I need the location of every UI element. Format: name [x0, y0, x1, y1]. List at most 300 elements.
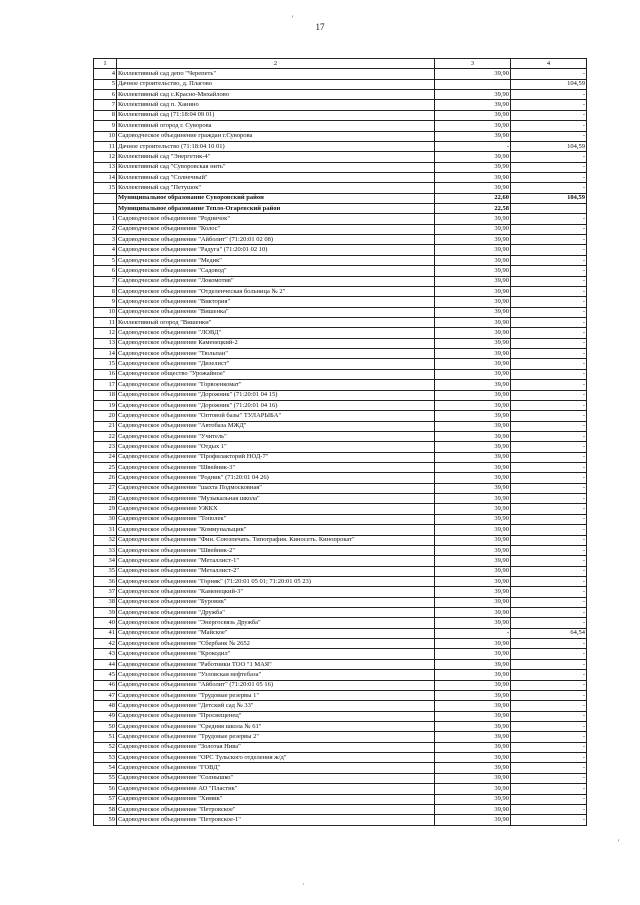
row-col4-cell: - [511, 411, 587, 421]
row-col3-cell: 39,90 [435, 742, 511, 752]
row-col3-cell: 39,90 [435, 452, 511, 462]
table-row [94, 338, 587, 348]
row-name-cell: Садоводческое объединение "Айболит" (71:20:01 02 08) [117, 235, 435, 245]
row-col3-cell: 39,90 [435, 276, 511, 286]
row-col3-cell: 39,90 [435, 639, 511, 649]
header-row [94, 59, 587, 69]
row-name-cell: Садоводческое объединение "Майское" [117, 628, 435, 638]
table-row [94, 473, 587, 483]
table-row [94, 328, 587, 338]
row-name-cell: Садоводческое объединение "Оптовой базы" ТУЛАРЫБА" [117, 411, 435, 421]
row-col3-cell: 39,90 [435, 773, 511, 783]
row-name-cell: Коллективный сад "Энергетик-4" [117, 152, 435, 162]
row-col4-cell: - [511, 545, 587, 555]
row-col3-cell: 39,90 [435, 245, 511, 255]
row-number-cell: 21 [94, 421, 117, 431]
table-row [94, 566, 587, 576]
row-name-cell: Садоводческое объединение "Металлист-2" [117, 566, 435, 576]
row-col4-cell: - [511, 317, 587, 327]
row-col4-cell: - [511, 328, 587, 338]
row-col4-cell: - [511, 504, 587, 514]
row-col4-cell: - [511, 90, 587, 100]
row-col3-cell: 39,90 [435, 587, 511, 597]
row-col4-cell: - [511, 618, 587, 628]
row-col4-cell [511, 204, 587, 214]
table-row [94, 639, 587, 649]
row-name-cell: Садоводческое объединение "Фин. Союзпечать. Типография. Киносеть. Кинопрокат" [117, 535, 435, 545]
row-name-cell: Коллективный сад "Суворовская нить" [117, 162, 435, 172]
row-col4-cell: - [511, 773, 587, 783]
table-row [94, 286, 587, 296]
row-name-cell: Садоводческое объединение "Учитель" [117, 431, 435, 441]
scan-mark: ' [618, 838, 620, 847]
row-number-cell: 14 [94, 349, 117, 359]
row-name-cell: Садоводческое объединение "Локомотив" [117, 276, 435, 286]
row-col4-cell: - [511, 711, 587, 721]
table-row [94, 670, 587, 680]
row-number-cell: 7 [94, 276, 117, 286]
row-number-cell: 25 [94, 463, 117, 473]
header-cell-2: 2 [117, 59, 435, 69]
row-number-cell: 49 [94, 711, 117, 721]
row-number-cell: 42 [94, 639, 117, 649]
row-col4-cell: 104,59 [511, 79, 587, 89]
row-name-cell: Дачное строительство (71:18:04 10 01) [117, 141, 435, 151]
row-number-cell: 8 [94, 286, 117, 296]
row-number-cell: 40 [94, 618, 117, 628]
row-col4-cell: - [511, 69, 587, 79]
table-row [94, 753, 587, 763]
row-number-cell: 38 [94, 597, 117, 607]
row-col3-cell: 39,90 [435, 815, 511, 825]
table-row [94, 463, 587, 473]
row-col4-cell: - [511, 690, 587, 700]
row-number-cell: 43 [94, 649, 117, 659]
row-name-cell: Садоводческое объединение "Отдых 1" [117, 442, 435, 452]
row-col3-cell: 39,90 [435, 649, 511, 659]
row-number-cell: 15 [94, 183, 117, 193]
row-col4-cell: - [511, 380, 587, 390]
row-name-cell: Коллективный огород г. Суворова [117, 121, 435, 131]
row-name-cell: Садоводческое объединение УЖКХ [117, 504, 435, 514]
row-number-cell: 41 [94, 628, 117, 638]
table-row [94, 110, 587, 120]
row-name-cell: Садоводческое объединение "Профилакторий НОД-7" [117, 452, 435, 462]
row-col3-cell: 39,90 [435, 100, 511, 110]
row-number-cell: 10 [94, 131, 117, 141]
table-row [94, 152, 587, 162]
row-name-cell: Садоводческое объединение "Химик" [117, 794, 435, 804]
row-col3-cell: 39,90 [435, 701, 511, 711]
table-row [94, 162, 587, 172]
table-row [94, 297, 587, 307]
row-col4-cell: 104,59 [511, 141, 587, 151]
row-name-cell: Садоводческое объединение "ГОВД" [117, 763, 435, 773]
table-row [94, 494, 587, 504]
row-name-cell: Садоводческое объединение "Крокодил" [117, 649, 435, 659]
table-row [94, 69, 587, 79]
row-col3-cell: 39,90 [435, 784, 511, 794]
table-row [94, 483, 587, 493]
table-row [94, 659, 587, 669]
row-name-cell: Садоводческое объединение "Медик" [117, 255, 435, 265]
row-number-cell: 19 [94, 400, 117, 410]
row-number-cell: 44 [94, 659, 117, 669]
row-number-cell: 59 [94, 815, 117, 825]
table-row [94, 235, 587, 245]
row-name-cell: Садоводческое объединение "Родничок" [117, 214, 435, 224]
table-row [94, 732, 587, 742]
row-col3-cell: 39,90 [435, 659, 511, 669]
row-name-cell: Муниципальное образование Суворовский район [117, 193, 435, 203]
table-row [94, 400, 587, 410]
row-col3-cell: 22,60 [435, 193, 511, 203]
row-number-cell: 16 [94, 369, 117, 379]
row-col3-cell: 39,90 [435, 576, 511, 586]
row-col3-cell: 39,90 [435, 369, 511, 379]
table-row [94, 121, 587, 131]
row-col3-cell: 39,90 [435, 121, 511, 131]
row-col3-cell: 22,58 [435, 204, 511, 214]
row-number-cell: 20 [94, 411, 117, 421]
row-number-cell: 6 [94, 266, 117, 276]
row-col4-cell: - [511, 659, 587, 669]
row-col3-cell: 39,90 [435, 556, 511, 566]
row-col4-cell: - [511, 473, 587, 483]
row-number-cell: 6 [94, 90, 117, 100]
row-number-cell: 10 [94, 307, 117, 317]
table-row [94, 514, 587, 524]
table-row [94, 773, 587, 783]
row-name-cell: Садоводческое объединение граждан г.Суворова [117, 131, 435, 141]
table-row [94, 608, 587, 618]
row-name-cell: Садоводческое объединение "Каменецкий-3" [117, 587, 435, 597]
row-name-cell: Садоводческое объединение "Работники ТОО "1 МАЯ" [117, 659, 435, 669]
row-number-cell [94, 204, 117, 214]
row-number-cell: 9 [94, 297, 117, 307]
row-col3-cell: 39,90 [435, 504, 511, 514]
table-row [94, 307, 587, 317]
table-row [94, 266, 587, 276]
row-col3-cell: - [435, 141, 511, 151]
row-name-cell: Муниципальное образование Тепло-Огаревский район [117, 204, 435, 214]
row-number-cell: 8 [94, 110, 117, 120]
row-number-cell: 23 [94, 442, 117, 452]
table-row [94, 214, 587, 224]
row-col3-cell: 39,90 [435, 266, 511, 276]
row-name-cell: Коллективный сад "Петушок" [117, 183, 435, 193]
scan-mark: · [302, 880, 305, 889]
table-row [94, 317, 587, 327]
row-col4-cell: - [511, 483, 587, 493]
row-name-cell: Садоводческое объединение "Швейник-2" [117, 545, 435, 555]
row-number-cell: 11 [94, 317, 117, 327]
row-col3-cell: 39,90 [435, 307, 511, 317]
table-row [94, 815, 587, 825]
table-row [94, 556, 587, 566]
row-name-cell: Садоводческое объединение "Петровское-1" [117, 815, 435, 825]
page-number: 17 [315, 22, 325, 32]
table-row [94, 359, 587, 369]
row-col4-cell: - [511, 763, 587, 773]
row-number-cell: 12 [94, 328, 117, 338]
row-number-cell: 18 [94, 390, 117, 400]
row-name-cell: Садоводческое объединение "Автобаза МЖД" [117, 421, 435, 431]
row-number-cell: 53 [94, 753, 117, 763]
row-col4-cell: - [511, 245, 587, 255]
row-col4-cell: 64,54 [511, 628, 587, 638]
row-number-cell: 2 [94, 224, 117, 234]
row-col4-cell: - [511, 463, 587, 473]
row-col4-cell: - [511, 732, 587, 742]
table-row [94, 722, 587, 732]
row-name-cell: Садоводческое объединение "Тюльпан" [117, 349, 435, 359]
table-row [94, 90, 587, 100]
row-col3-cell: 39,90 [435, 545, 511, 555]
row-col4-cell: - [511, 670, 587, 680]
table-row [94, 141, 587, 151]
row-col3-cell: 39,90 [435, 349, 511, 359]
table-row [94, 535, 587, 545]
table-row [94, 597, 587, 607]
row-number-cell: 27 [94, 483, 117, 493]
row-number-cell: 29 [94, 504, 117, 514]
row-col3-cell: 39,90 [435, 235, 511, 245]
row-col4-cell: - [511, 649, 587, 659]
row-number-cell: 9 [94, 121, 117, 131]
row-name-cell: Садоводческое объединение "Дорожник" (71:20:01 04 16) [117, 400, 435, 410]
row-col3-cell: 39,90 [435, 411, 511, 421]
row-col3-cell: 39,90 [435, 804, 511, 814]
row-col3-cell: 39,90 [435, 494, 511, 504]
row-col3-cell: 39,90 [435, 442, 511, 452]
row-number-cell: 51 [94, 732, 117, 742]
row-col4-cell: - [511, 804, 587, 814]
row-col3-cell: 39,90 [435, 214, 511, 224]
row-number-cell: 36 [94, 576, 117, 586]
row-name-cell: Садоводческое объединение "Садовод" [117, 266, 435, 276]
row-col3-cell: 39,90 [435, 525, 511, 535]
row-col3-cell: 39,90 [435, 566, 511, 576]
row-col3-cell: 39,90 [435, 732, 511, 742]
row-name-cell: Садоводческое объединение "Трудовые резервы 1" [117, 690, 435, 700]
row-col3-cell: 39,90 [435, 152, 511, 162]
table-row [94, 349, 587, 359]
row-name-cell: Садоводческое объединение "ОРС Тульского отделения ж/д" [117, 753, 435, 763]
row-col4-cell: - [511, 556, 587, 566]
row-col4-cell: - [511, 535, 587, 545]
row-number-cell: 17 [94, 380, 117, 390]
row-col4-cell: - [511, 235, 587, 245]
row-col4-cell: - [511, 307, 587, 317]
row-col3-cell: 39,90 [435, 680, 511, 690]
row-number-cell: 56 [94, 784, 117, 794]
row-col3-cell: 39,90 [435, 255, 511, 265]
row-number-cell: 28 [94, 494, 117, 504]
table-row [94, 276, 587, 286]
row-col4-cell: - [511, 224, 587, 234]
row-col4-cell: - [511, 753, 587, 763]
header-cell-4: 4 [511, 59, 587, 69]
row-name-cell: Садоводческое объединение "Детский сад № 33" [117, 701, 435, 711]
table-row [94, 100, 587, 110]
row-col3-cell: 39,90 [435, 711, 511, 721]
row-col3-cell: 39,90 [435, 473, 511, 483]
row-name-cell: Садоводческое объединение "Коммунальщик" [117, 525, 435, 535]
row-col4-cell: - [511, 794, 587, 804]
table-row [94, 452, 587, 462]
row-name-cell: Садоводческое объединение "Средняя школа № 61" [117, 722, 435, 732]
row-col3-cell: - [435, 628, 511, 638]
row-number-cell: 24 [94, 452, 117, 462]
table-row [94, 576, 587, 586]
row-number-cell: 37 [94, 587, 117, 597]
row-number-cell: 57 [94, 794, 117, 804]
row-number-cell: 22 [94, 431, 117, 441]
row-name-cell: Садоводческое объединение "Вишенка" [117, 307, 435, 317]
row-name-cell: Садоводческое объединение "Энергосвязь Дружба" [117, 618, 435, 628]
row-col4-cell: - [511, 576, 587, 586]
row-number-cell: 32 [94, 535, 117, 545]
row-col4-cell: - [511, 514, 587, 524]
row-col3-cell: 39,90 [435, 514, 511, 524]
row-col4-cell: - [511, 369, 587, 379]
row-name-cell: Садоводческое объединение "Родник" (71:20:01 04 26) [117, 473, 435, 483]
row-name-cell: Садоводческое объединение "Узловская нефтебаза" [117, 670, 435, 680]
row-name-cell: Коллективный огород "Вишенки" [117, 317, 435, 327]
row-number-cell: 46 [94, 680, 117, 690]
row-col4-cell: - [511, 442, 587, 452]
table-row [94, 224, 587, 234]
table-row [94, 742, 587, 752]
data-table [93, 58, 587, 826]
row-col3-cell: 39,90 [435, 162, 511, 172]
row-col4-cell: - [511, 784, 587, 794]
row-number-cell: 52 [94, 742, 117, 752]
row-name-cell: Коллективный сад с.Красно-Михайлово [117, 90, 435, 100]
table-row [94, 431, 587, 441]
row-col4-cell: - [511, 266, 587, 276]
row-col3-cell: 39,90 [435, 670, 511, 680]
row-col3-cell: 39,90 [435, 483, 511, 493]
row-col4-cell: - [511, 566, 587, 576]
row-number-cell: 45 [94, 670, 117, 680]
row-col4-cell: - [511, 338, 587, 348]
row-number-cell: 39 [94, 608, 117, 618]
row-col4-cell: - [511, 297, 587, 307]
row-number-cell: 3 [94, 235, 117, 245]
row-name-cell: Садоводческое объединение "Золотая Нива" [117, 742, 435, 752]
table-row [94, 690, 587, 700]
row-name-cell: Коллективный сад п. Ханино [117, 100, 435, 110]
header-cell-1: 1 [94, 59, 117, 69]
row-col3-cell: 39,90 [435, 380, 511, 390]
row-name-cell: Садоводческое объединение "Дизелист" [117, 359, 435, 369]
row-number-cell: 13 [94, 338, 117, 348]
table-row [94, 504, 587, 514]
row-col3-cell: 39,90 [435, 463, 511, 473]
row-name-cell: Садоводческое объединение "шахта Подмосковная" [117, 483, 435, 493]
row-number-cell: 11 [94, 141, 117, 151]
table-row [94, 587, 587, 597]
row-col4-cell: - [511, 608, 587, 618]
row-col4-cell: - [511, 742, 587, 752]
row-col4-cell: - [511, 110, 587, 120]
row-col3-cell: 39,90 [435, 431, 511, 441]
table-row [94, 390, 587, 400]
table-row [94, 763, 587, 773]
row-col4-cell: - [511, 431, 587, 441]
row-name-cell: Садоводческое объединение "Колос" [117, 224, 435, 234]
row-name-cell: Садоводческое объединение "ЛОВД" [117, 328, 435, 338]
table-row [94, 804, 587, 814]
row-number-cell: 54 [94, 763, 117, 773]
row-name-cell: Садоводческое объединение "Айболит" (71:20:01 05 16) [117, 680, 435, 690]
row-col3-cell: 39,90 [435, 608, 511, 618]
table-row [94, 255, 587, 265]
row-number-cell: 12 [94, 152, 117, 162]
table-row [94, 380, 587, 390]
row-name-cell: Садоводческое объединение "Горвоенкомат" [117, 380, 435, 390]
table-row [94, 245, 587, 255]
row-number-cell: 4 [94, 245, 117, 255]
row-col4-cell: - [511, 214, 587, 224]
row-name-cell: Дачное строительство, д. Плагово [117, 79, 435, 89]
row-name-cell: Садоводческое объединение "Сбербанк № 2652 [117, 639, 435, 649]
table-row [94, 525, 587, 535]
row-col4-cell: - [511, 172, 587, 182]
table-row [94, 204, 587, 214]
row-col4-cell: - [511, 639, 587, 649]
table-row [94, 172, 587, 182]
table-row [94, 545, 587, 555]
table-row [94, 369, 587, 379]
row-number-cell: 33 [94, 545, 117, 555]
row-name-cell: Садоводческое объединение "Дружба" [117, 608, 435, 618]
row-col3-cell: 39,90 [435, 69, 511, 79]
row-col4-cell: - [511, 152, 587, 162]
row-name-cell: Коллективный сад депо "Черепеть" [117, 69, 435, 79]
row-number-cell: 58 [94, 804, 117, 814]
table-row [94, 784, 587, 794]
row-col3-cell: 39,90 [435, 618, 511, 628]
row-col3-cell: 39,90 [435, 753, 511, 763]
row-col3-cell: 39,90 [435, 172, 511, 182]
row-name-cell: Садоводческое объединение "Солнышко" [117, 773, 435, 783]
row-name-cell: Коллективный сад (71:18:04 09 01) [117, 110, 435, 120]
row-col4-cell: - [511, 452, 587, 462]
row-col4-cell: - [511, 349, 587, 359]
row-number-cell: 7 [94, 100, 117, 110]
row-col4-cell: - [511, 276, 587, 286]
row-col3-cell: 39,90 [435, 131, 511, 141]
row-col3-cell: 39,90 [435, 421, 511, 431]
row-number-cell: 26 [94, 473, 117, 483]
row-number-cell: 34 [94, 556, 117, 566]
row-col4-cell: 104,59 [511, 193, 587, 203]
row-col3-cell: 39,90 [435, 286, 511, 296]
table-row [94, 193, 587, 203]
row-number-cell: 47 [94, 690, 117, 700]
row-name-cell: Садоводческое общество "Урожайное" [117, 369, 435, 379]
row-name-cell: Садоводческое объединение "Горняк" (71:20:01 05 01; 71:20:01 05 23) [117, 576, 435, 586]
row-col4-cell: - [511, 400, 587, 410]
row-name-cell: Садоводческое объединение "Металлист-1" [117, 556, 435, 566]
row-number-cell: 31 [94, 525, 117, 535]
row-col4-cell: - [511, 525, 587, 535]
row-name-cell: Садоводческое объединение "Тополек" [117, 514, 435, 524]
row-col3-cell: 39,90 [435, 297, 511, 307]
